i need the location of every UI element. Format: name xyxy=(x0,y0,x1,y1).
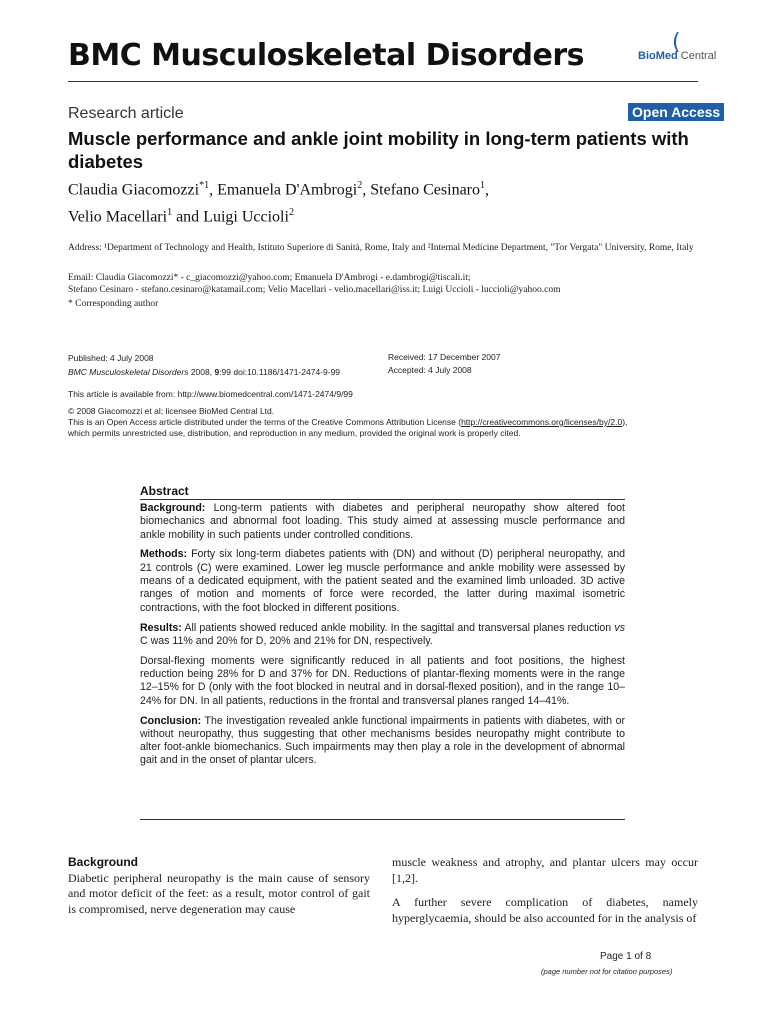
abstract-results-continued: Dorsal-flexing moments were significantly reduced in all patients and foot positions, the highest reduction being 28% for D and 37% for DN. Reductions of plantar-flexing moments were in the range 12–15% for D (only with the foot blocked in neutral and in dorsal-flexed position), and in the range 10–24% for DN. In all patients, reductions in the frontal and transversal planes ranged 14–41%. xyxy=(140,654,625,707)
published-date: Published: 4 July 2008 xyxy=(68,353,154,363)
author-emails xyxy=(68,272,708,296)
license-line: which permits unrestricted use, distribution, and reproduction in any medium, provided the original work is properly cited. xyxy=(68,428,521,438)
copyright-line: © 2008 Giacomozzi et al; licensee BioMed Central Ltd. xyxy=(68,406,275,416)
body-paragraph: Diabetic peripheral neuropathy is the main cause of sensory and motor deficit of the feet: as a result, motor control of gait is compromised, nerve degeneration may cause xyxy=(68,870,370,916)
logo-biomed-text: BioMed xyxy=(638,50,678,62)
license-line: This is an Open Access article distributed under the terms of the Creative Commons Attribution License (http://creativecommons.org/licenses/by/2.0), xyxy=(68,417,628,427)
citation-journal: BMC Musculoskeletal Disorders xyxy=(68,367,189,377)
citation-volume: 9 xyxy=(214,367,220,377)
page-number: Page 1 of 8 xyxy=(600,951,652,962)
availability-url[interactable]: This article is available from: http://www.biomedcentral.com/1471-2474/9/99 xyxy=(68,389,353,399)
citation: BMC Musculoskeletal Disorders 2008, 9:99 doi:10.1186/1471-2474-9-99 xyxy=(68,367,341,377)
email-line: Email: Claudia Giacomozzi* - c_giacomozzi@yahoo.com; Emanuela D'Ambrogi - e.dambrogi@tiscali.it; xyxy=(68,273,471,283)
author-name: Velio Macellari xyxy=(68,208,168,226)
biomed-swoosh-icon: ( xyxy=(672,30,681,55)
abstract-results: Results: All patients showed reduced ankle mobility. In the sagittal and transversal planes reduction vs C was 11% and 20% for D, 20% and 21% for DN, respectively. xyxy=(140,621,625,647)
abstract-bottom-rule xyxy=(140,819,625,820)
abstract-body xyxy=(140,502,625,774)
author-affiliation-mark: 2 xyxy=(357,180,363,191)
author-affiliation-mark: 2 xyxy=(288,207,294,219)
abstract-background: Background: Long-term patients with diabetes and peripheral neuropathy show altered foot biomechanics and abnormal foot loading. This study aimed at assessing muscle performance and ankle mobility in such patients under controlled conditions. xyxy=(140,502,625,541)
publisher-logo xyxy=(638,30,718,70)
accepted-date: Accepted: 4 July 2008 xyxy=(388,365,472,375)
author-affiliation-mark: 1 xyxy=(480,180,485,191)
author-affiliation-mark: *1 xyxy=(199,180,210,191)
citation-doi: :99 doi:10.1186/1471-2474-9-99 xyxy=(219,367,341,377)
body-left-column xyxy=(68,855,370,917)
page-number-note: (page number not for citation purposes) xyxy=(541,967,673,976)
body-paragraph: muscle weakness and atrophy, and plantar ulcers may occur [1,2]. xyxy=(392,855,698,885)
email-line: Stefano Cesinaro - stefano.cesinaro@katamail.com; Velio Macellari - velio.macellari@iss.it; Luigi Uccioli - luccioli@yahoo.com xyxy=(68,285,561,295)
abstract-heading: Abstract xyxy=(140,484,189,498)
corresponding-author-note: * Corresponding author xyxy=(68,299,159,309)
author-name: Claudia Giacomozzi xyxy=(68,181,200,199)
author-address: Address: ¹Department of Technology and Health, Istituto Superiore di Sanità, Rome, Italy and ²Internal Medicine Department, "Tor Vergata" University, Rome, Italy xyxy=(68,243,694,253)
body-paragraph: A further severe complication of diabetes, namely hyperglycaemia, should be also accounted for in the analysis of xyxy=(392,895,698,925)
body-right-column xyxy=(392,855,698,935)
article-type: Research article xyxy=(68,105,184,122)
open-access-badge: Open Access xyxy=(628,103,724,121)
header-divider xyxy=(68,81,698,82)
received-date: Received: 17 December 2007 xyxy=(388,352,501,362)
logo-central-text: Central xyxy=(680,50,717,62)
article-title: Muscle performance and ankle joint mobility in long-term patients with diabetes xyxy=(68,128,689,172)
author-name: Emanuela D'Ambrogi xyxy=(217,181,358,199)
journal-title: BMC Musculoskeletal Disorders xyxy=(68,38,584,73)
author-affiliation-mark: 1 xyxy=(167,207,173,219)
author-name: Stefano Cesinaro xyxy=(370,181,480,199)
license-link[interactable]: http://creativecommons.org/licenses/by/2.0 xyxy=(461,417,623,427)
author-list: Claudia Giacomozzi$^{*1}$, Emanuela D'Ambrogi$^2$, Stefano Cesinaro$^1$, Velio Macellari$^1$ and Luigi Uccioli$^2$ xyxy=(68,180,489,226)
abstract-methods: Methods: Forty six long-term diabetes patients with (DN) and without (D) peripheral neuropathy, and 21 controls (C) were examined. Lower leg muscle performance and ankle mobility were assessed by means of a dedicated equipment, with the patient seated and the examined limb unloaded. 3D active ranges of motion and moments of force were recorded, the latter during maximal isometric contractions, with the foot blocked in different positions. xyxy=(140,548,625,614)
section-heading: Background xyxy=(68,855,139,869)
review-dates xyxy=(388,351,500,377)
abstract-top-rule xyxy=(140,499,625,500)
license-block xyxy=(68,406,708,439)
abstract-conclusion: Conclusion: The investigation revealed ankle functional impairments in patients with diabetes, with or without neuropathy, thus suggesting that other mechanisms besides neuropathy might contribute to alter foot-ankle biomechanics. Such impairments may then play a role in the development of abnormal gait and in the onset of plantar ulcers. xyxy=(140,714,625,767)
publication-info xyxy=(68,351,340,379)
author-name: Luigi Uccioli xyxy=(203,208,289,226)
